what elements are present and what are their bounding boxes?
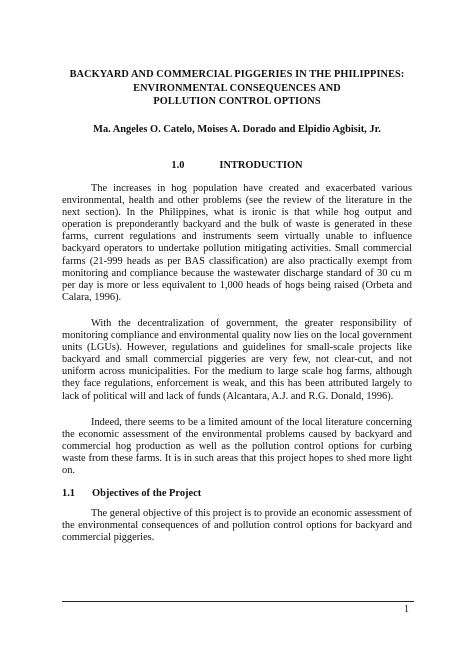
title-line-2: ENVIRONMENTAL CONSEQUENCES AND	[133, 82, 341, 94]
body-paragraph-3: Indeed, there seems to be a limited amount of the local literature concerning the economic assessment of the environmental problems caused by backyard and commercial hog production as well as the pollution control options for curbing waste from these farms. It is in such areas that this project hopes to shed more light on.	[62, 417, 412, 477]
section-number: 1.0	[171, 160, 185, 171]
author-list: Ma. Angeles O. Catelo, Moises A. Dorado and Elpidio Agbisit, Jr.	[93, 124, 381, 135]
title-line-3: POLLUTION CONTROL OPTIONS	[153, 96, 321, 107]
subsection-paragraph: The general objective of this project is to provide an economic assessment of the environmental consequences of and pollution control options for backyard and commercial piggeries.	[62, 508, 412, 544]
subsection-heading	[62, 487, 201, 500]
page-number: 1	[404, 604, 409, 615]
subsection-number: 1.1	[62, 488, 75, 499]
footer-divider	[62, 601, 414, 602]
section-heading	[0, 159, 474, 172]
subsection-title: Objectives of the Project	[92, 488, 202, 499]
paper-title	[50, 68, 424, 109]
section-title: INTRODUCTION	[219, 160, 303, 171]
title-line-1: BACKYARD AND COMMERCIAL PIGGERIES IN THE PHILIPPINES:	[69, 69, 405, 80]
body-paragraph-1: The increases in hog population have created and exacerbated various environmental, health and other problems (see the review of the literature in the next section). In the Philippines, what is ironic is that while hog output and operation is preponderantly backyard and the bulk of waste is generated in these farms, current regulations and instruments seem virtually unable to influence backyard operators to undertake pollution mitigating activities. Small commercial farms (21-999 heads as per BAS classification) are also practically exempt from monitoring and compliance because the wastewater discharge standard of 30 cu m per day is more or less equivalent to 1,000 heads of hogs being raised (Orbeta and Calara, 1996).	[62, 183, 412, 303]
body-paragraph-2: With the decentralization of government, the greater responsibility of monitoring compliance and environmental quality now lies on the local government units (LGUs). However, regulations and guidelines for small-scale projects like backyard and small commercial piggeries are very few, not clear-cut, and not uniform across municipalities. For the medium to large scale hog farms, although they face regulations, enforcement is weak, and this has been attributed largely to lack of political will and lack of funds (Alcantara, A.J. and R.G. Donald, 1996).	[62, 318, 412, 402]
